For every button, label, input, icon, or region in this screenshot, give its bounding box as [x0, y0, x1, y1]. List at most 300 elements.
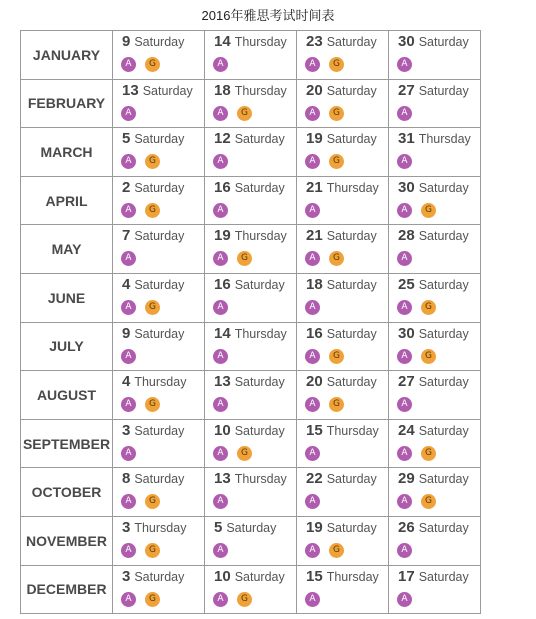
day-number: 2	[122, 178, 131, 196]
test-date-cell	[389, 225, 481, 274]
academic-badge-icon: A	[397, 300, 412, 315]
academic-badge-icon: A	[213, 592, 228, 607]
date-line	[389, 420, 480, 439]
month-row	[21, 468, 481, 517]
test-date-cell	[113, 371, 205, 420]
weekday: Saturday	[418, 180, 469, 195]
test-type-badges	[113, 342, 204, 363]
test-date-cell	[113, 79, 205, 128]
academic-badge-icon: A	[305, 446, 320, 461]
test-type-badges	[297, 293, 388, 314]
page-title: 2016年雅思考试时间表	[201, 8, 335, 23]
academic-badge-icon: A	[305, 203, 320, 218]
general-training-badge-icon: G	[421, 300, 436, 315]
month-row	[21, 128, 481, 177]
weekday: Thursday	[134, 375, 187, 390]
day-number: 31	[398, 130, 415, 148]
weekday: Saturday	[134, 229, 185, 244]
general-training-badge-icon: G	[421, 203, 436, 218]
academic-badge-icon: A	[305, 106, 320, 121]
test-date-cell	[389, 419, 481, 468]
date-line	[113, 468, 204, 487]
test-date-cell	[205, 468, 297, 517]
weekday: Thursday	[234, 83, 287, 98]
month-label: FEBRUARY	[21, 79, 113, 128]
day-number: 29	[398, 470, 415, 488]
test-type-badges	[205, 487, 296, 508]
academic-badge-icon: A	[213, 446, 228, 461]
test-type-badges	[389, 585, 480, 606]
date-line	[113, 177, 204, 196]
date-line	[389, 274, 480, 293]
month-row	[21, 176, 481, 225]
date-line	[389, 225, 480, 244]
weekday: Thursday	[326, 423, 379, 438]
day-number: 19	[306, 518, 323, 536]
test-type-badges	[389, 50, 480, 71]
test-type-badges	[389, 390, 480, 411]
academic-badge-icon: A	[305, 154, 320, 169]
academic-badge-icon: A	[397, 106, 412, 121]
schedule-table	[20, 30, 481, 614]
date-line	[297, 31, 388, 50]
date-line	[113, 31, 204, 50]
weekday: Thursday	[234, 35, 287, 49]
academic-badge-icon: A	[121, 203, 136, 218]
test-type-badges	[389, 536, 480, 557]
date-line	[113, 323, 204, 342]
day-number: 23	[306, 33, 323, 50]
test-date-cell	[113, 565, 205, 614]
day-number: 27	[398, 81, 415, 99]
month-label: NOVEMBER	[21, 516, 113, 565]
month-row	[21, 516, 481, 565]
date-line	[297, 274, 388, 293]
month-label: JUNE	[21, 273, 113, 322]
general-training-badge-icon: G	[237, 106, 252, 121]
weekday: Saturday	[326, 132, 377, 147]
test-date-cell	[389, 79, 481, 128]
test-type-badges	[297, 196, 388, 217]
general-training-badge-icon: G	[421, 446, 436, 461]
date-line	[113, 420, 204, 439]
date-line	[389, 566, 480, 585]
month-row	[21, 322, 481, 371]
day-number: 30	[398, 178, 415, 196]
weekday: Saturday	[326, 277, 377, 292]
academic-badge-icon: A	[121, 106, 136, 121]
day-number: 14	[214, 33, 231, 50]
date-line	[205, 517, 296, 536]
day-number: 27	[398, 373, 415, 391]
weekday: Saturday	[418, 326, 469, 341]
day-number: 20	[306, 373, 323, 391]
test-date-cell	[113, 419, 205, 468]
test-date-cell	[297, 419, 389, 468]
schedule-body	[21, 31, 481, 614]
date-line	[389, 31, 480, 50]
date-line	[113, 517, 204, 536]
month-row	[21, 419, 481, 468]
day-number: 3	[122, 421, 131, 439]
day-number: 28	[398, 227, 415, 245]
day-number: 7	[122, 227, 131, 245]
test-type-badges	[205, 342, 296, 363]
day-number: 21	[306, 227, 323, 245]
academic-badge-icon: A	[121, 543, 136, 558]
day-number: 19	[214, 227, 231, 245]
academic-badge-icon: A	[121, 251, 136, 266]
month-label: MAY	[21, 225, 113, 274]
day-number: 18	[306, 275, 323, 293]
test-type-badges	[389, 293, 480, 314]
test-type-badges	[113, 196, 204, 217]
academic-badge-icon: A	[305, 300, 320, 315]
test-date-cell	[205, 322, 297, 371]
test-type-badges	[297, 147, 388, 168]
month-label: APRIL	[21, 176, 113, 225]
test-date-cell	[205, 419, 297, 468]
test-date-cell	[113, 322, 205, 371]
test-type-badges	[297, 390, 388, 411]
academic-badge-icon: A	[121, 397, 136, 412]
month-label: MARCH	[21, 128, 113, 177]
test-date-cell	[205, 176, 297, 225]
month-label: JULY	[21, 322, 113, 371]
date-line	[205, 31, 296, 50]
day-number: 16	[306, 324, 323, 342]
date-line	[389, 128, 480, 147]
test-date-cell	[297, 225, 389, 274]
day-number: 19	[306, 130, 323, 148]
academic-badge-icon: A	[397, 154, 412, 169]
day-number: 10	[214, 421, 231, 439]
test-type-badges	[297, 487, 388, 508]
general-training-badge-icon: G	[145, 543, 160, 558]
test-type-badges	[389, 487, 480, 508]
academic-badge-icon: A	[397, 592, 412, 607]
day-number: 16	[214, 178, 231, 196]
date-line	[205, 177, 296, 196]
month-row	[21, 565, 481, 614]
test-date-cell	[113, 176, 205, 225]
academic-badge-icon: A	[121, 446, 136, 461]
test-type-badges	[389, 147, 480, 168]
academic-badge-icon: A	[121, 349, 136, 364]
test-type-badges	[389, 244, 480, 265]
day-number: 10	[214, 567, 231, 585]
date-line	[389, 177, 480, 196]
test-date-cell	[205, 225, 297, 274]
test-date-cell	[297, 371, 389, 420]
day-number: 9	[122, 324, 131, 342]
test-date-cell	[113, 225, 205, 274]
test-date-cell	[389, 176, 481, 225]
day-number: 3	[122, 567, 131, 585]
date-line	[113, 566, 204, 585]
general-training-badge-icon: G	[145, 592, 160, 607]
day-number: 26	[398, 518, 415, 536]
day-number: 13	[122, 81, 139, 99]
date-line	[113, 274, 204, 293]
test-date-cell	[205, 128, 297, 177]
day-number: 4	[122, 275, 131, 293]
test-date-cell	[113, 273, 205, 322]
test-type-badges	[205, 293, 296, 314]
day-number: 22	[306, 470, 323, 488]
academic-badge-icon: A	[397, 397, 412, 412]
academic-badge-icon: A	[213, 494, 228, 509]
month-row	[21, 31, 481, 80]
day-number: 30	[398, 33, 415, 50]
weekday: Thursday	[418, 132, 471, 147]
test-type-badges	[205, 585, 296, 606]
test-type-badges	[297, 536, 388, 557]
date-line	[205, 468, 296, 487]
academic-badge-icon: A	[213, 349, 228, 364]
weekday: Saturday	[134, 569, 185, 584]
weekday: Saturday	[326, 35, 377, 49]
test-type-badges	[389, 342, 480, 363]
test-type-badges	[113, 147, 204, 168]
test-date-cell	[297, 322, 389, 371]
academic-badge-icon: A	[121, 592, 136, 607]
test-type-badges	[297, 244, 388, 265]
weekday: Saturday	[134, 326, 185, 341]
academic-badge-icon: A	[305, 57, 320, 72]
date-line	[297, 80, 388, 99]
weekday: Thursday	[234, 472, 287, 487]
academic-badge-icon: A	[121, 57, 136, 72]
weekday: Saturday	[418, 229, 469, 244]
general-training-badge-icon: G	[329, 397, 344, 412]
test-type-badges	[113, 293, 204, 314]
test-type-badges	[205, 196, 296, 217]
date-line	[205, 274, 296, 293]
month-label: JANUARY	[21, 31, 113, 80]
academic-badge-icon: A	[121, 154, 136, 169]
weekday: Saturday	[234, 423, 285, 438]
general-training-badge-icon: G	[329, 154, 344, 169]
weekday: Saturday	[418, 35, 469, 49]
academic-badge-icon: A	[213, 300, 228, 315]
weekday: Saturday	[418, 83, 469, 98]
academic-badge-icon: A	[213, 543, 228, 558]
academic-badge-icon: A	[397, 543, 412, 558]
date-line	[205, 225, 296, 244]
test-date-cell	[297, 176, 389, 225]
weekday: Saturday	[134, 423, 185, 438]
day-number: 16	[214, 275, 231, 293]
academic-badge-icon: A	[397, 57, 412, 72]
month-row	[21, 79, 481, 128]
date-line	[389, 371, 480, 390]
test-date-cell	[389, 565, 481, 614]
general-training-badge-icon: G	[145, 397, 160, 412]
month-row	[21, 371, 481, 420]
test-type-badges	[113, 439, 204, 460]
weekday: Saturday	[134, 35, 185, 49]
test-type-badges	[205, 244, 296, 265]
day-number: 13	[214, 470, 231, 488]
date-line	[297, 566, 388, 585]
academic-badge-icon: A	[213, 203, 228, 218]
date-line	[113, 225, 204, 244]
test-type-badges	[297, 585, 388, 606]
date-line	[297, 128, 388, 147]
day-number: 14	[214, 324, 231, 342]
test-date-cell	[389, 322, 481, 371]
day-number: 21	[306, 178, 323, 196]
date-line	[297, 371, 388, 390]
test-type-badges	[113, 585, 204, 606]
date-line	[205, 323, 296, 342]
test-type-badges	[113, 390, 204, 411]
test-date-cell	[205, 31, 297, 80]
day-number: 30	[398, 324, 415, 342]
weekday: Saturday	[326, 229, 377, 244]
test-type-badges	[297, 99, 388, 120]
day-number: 8	[122, 470, 131, 488]
test-type-badges	[205, 390, 296, 411]
general-training-badge-icon: G	[145, 300, 160, 315]
test-date-cell	[205, 371, 297, 420]
weekday: Saturday	[134, 472, 185, 487]
day-number: 18	[214, 81, 231, 99]
test-type-badges	[205, 439, 296, 460]
test-date-cell	[297, 468, 389, 517]
test-type-badges	[297, 439, 388, 460]
date-line	[297, 468, 388, 487]
test-date-cell	[389, 371, 481, 420]
test-type-badges	[297, 342, 388, 363]
weekday: Thursday	[134, 520, 187, 535]
test-type-badges	[205, 50, 296, 71]
test-type-badges	[205, 536, 296, 557]
academic-badge-icon: A	[121, 300, 136, 315]
day-number: 17	[398, 567, 415, 585]
date-line	[205, 128, 296, 147]
weekday: Saturday	[234, 132, 285, 147]
test-type-badges	[205, 99, 296, 120]
general-training-badge-icon: G	[237, 251, 252, 266]
day-number: 9	[122, 33, 131, 50]
test-date-cell	[389, 516, 481, 565]
academic-badge-icon: A	[305, 251, 320, 266]
day-number: 3	[122, 518, 131, 536]
general-training-badge-icon: G	[421, 494, 436, 509]
month-label: SEPTEMBER	[21, 419, 113, 468]
month-label: DECEMBER	[21, 565, 113, 614]
general-training-badge-icon: G	[145, 203, 160, 218]
date-line	[205, 566, 296, 585]
test-type-badges	[389, 439, 480, 460]
academic-badge-icon: A	[213, 106, 228, 121]
weekday: Saturday	[134, 277, 185, 292]
test-type-badges	[389, 196, 480, 217]
test-type-badges	[113, 536, 204, 557]
weekday: Saturday	[418, 520, 469, 535]
day-number: 24	[398, 421, 415, 439]
month-row	[21, 273, 481, 322]
date-line	[389, 517, 480, 536]
academic-badge-icon: A	[397, 446, 412, 461]
test-date-cell	[113, 128, 205, 177]
date-line	[113, 128, 204, 147]
test-date-cell	[297, 565, 389, 614]
weekday: Saturday	[326, 326, 377, 341]
general-training-badge-icon: G	[237, 592, 252, 607]
academic-badge-icon: A	[397, 203, 412, 218]
general-training-badge-icon: G	[329, 57, 344, 72]
test-date-cell	[297, 273, 389, 322]
general-training-badge-icon: G	[329, 349, 344, 364]
weekday: Saturday	[418, 423, 469, 438]
test-date-cell	[113, 468, 205, 517]
weekday: Saturday	[234, 277, 285, 292]
weekday: Saturday	[326, 375, 377, 390]
academic-badge-icon: A	[305, 397, 320, 412]
academic-badge-icon: A	[213, 57, 228, 72]
weekday: Saturday	[326, 472, 377, 487]
academic-badge-icon: A	[397, 349, 412, 364]
day-number: 20	[306, 81, 323, 99]
day-number: 5	[214, 518, 223, 536]
test-date-cell	[113, 31, 205, 80]
test-date-cell	[205, 79, 297, 128]
general-training-badge-icon: G	[329, 251, 344, 266]
weekday: Saturday	[234, 569, 285, 584]
day-number: 5	[122, 130, 131, 148]
day-number: 13	[214, 373, 231, 391]
test-type-badges	[389, 99, 480, 120]
day-number: 15	[306, 567, 323, 585]
general-training-badge-icon: G	[237, 446, 252, 461]
date-line	[297, 177, 388, 196]
weekday: Saturday	[418, 375, 469, 390]
general-training-badge-icon: G	[145, 57, 160, 72]
test-date-cell	[297, 516, 389, 565]
weekday: Thursday	[234, 326, 287, 341]
test-date-cell	[389, 273, 481, 322]
weekday: Thursday	[326, 180, 379, 195]
test-date-cell	[205, 273, 297, 322]
date-line	[113, 371, 204, 390]
month-label: AUGUST	[21, 371, 113, 420]
academic-badge-icon: A	[305, 494, 320, 509]
date-line	[205, 371, 296, 390]
test-type-badges	[113, 50, 204, 71]
academic-badge-icon: A	[397, 494, 412, 509]
weekday: Saturday	[134, 132, 185, 147]
test-type-badges	[113, 244, 204, 265]
academic-badge-icon: A	[397, 251, 412, 266]
date-line	[389, 323, 480, 342]
weekday: Saturday	[226, 520, 277, 535]
academic-badge-icon: A	[305, 543, 320, 558]
date-line	[297, 323, 388, 342]
weekday: Saturday	[418, 569, 469, 584]
general-training-badge-icon: G	[421, 349, 436, 364]
weekday: Thursday	[234, 229, 287, 244]
test-type-badges	[113, 99, 204, 120]
general-training-badge-icon: G	[329, 106, 344, 121]
day-number: 4	[122, 373, 131, 391]
test-date-cell	[389, 128, 481, 177]
academic-badge-icon: A	[213, 154, 228, 169]
weekday: Thursday	[326, 569, 379, 584]
general-training-badge-icon: G	[145, 494, 160, 509]
